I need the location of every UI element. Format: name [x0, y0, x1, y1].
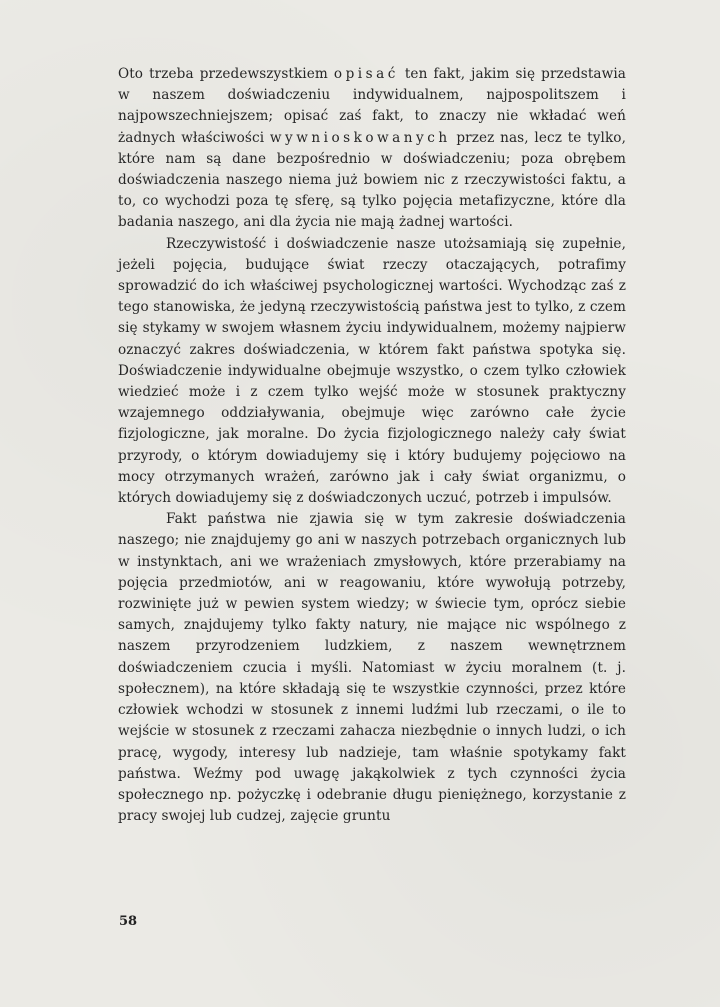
emphasized-word-opisac: opisać [333, 66, 399, 82]
paragraph-3-segment-1: Fakt państwa nie zjawia się w tym zakresie doświadczenia naszego; nie znajdujemy go ani w naszych potrzebach organicznych lub w instynktach, ani we wrażeniach zmysłowych, które przerabiamy na pojęcia przedmiotów, ani w reagowaniu, które wywołują potrzeby, rozwinięte już w pewien system wiedzy; w świecie tym, oprócz siebie samych, znajdujemy tylko fakty natury, nie mające nic wspólnego z naszem przyrodzeniem ludzkiem, z naszem wewnętrznem doświadczeniem czucia i myśli. Natomiast w życiu moralnem (t. j. społecznem), na które składają się te wszystkie czynności, przez które człowiek wchodzi w stosunek z innemi ludźmi lub rzeczami, o ile to wejście w stosunek z rzeczami zahacza niezbędnie o innych ludzi, o ich pracę, wygody, interesy lub nadzieje, tam właśnie spotykamy fakt państwa. Weźmy pod uwagę jakąkolwiek z tych czynności życia społecznego np. pożyczkę i odebranie długu pieniężnego, korzystanie z pracy swojej lub cudzej, zajęcie gruntu [118, 511, 626, 825]
paragraph-1-segment-1: Oto trzeba przedewszystkiem [118, 66, 334, 82]
page-number: 58 [119, 914, 138, 929]
body-text [118, 64, 626, 827]
emphasized-word-wywnioskowanych: wywnioskowanych [269, 129, 451, 146]
paragraph-1 [118, 64, 626, 234]
paragraph-1-segment-3: ten fakt, jakim się przedstawia w naszem doświadczeniu indywidualnem, najpospolitszem i najpowszechniejszem; opisać zaś fakt, to znaczy nie wkładać weń żadnych właściwości [118, 66, 626, 146]
paragraph-2-segment-1: Rzeczywistość i doświadczenie nasze utożsamiają się zupełnie, jeżeli pojęcia, budujące świat rzeczy otaczających, potrafimy sprowadzić do ich właściwej psychologicznej wartości. Wychodząc zaś z tego stanowiska, że jedyną rzeczywistością państwa jest to tylko, z czem się stykamy w swojem własnem życiu indywidualnem, możemy najpierw oznaczyć zakres doświadczenia, w którem fakt państwa spotyka się. Doświadczenie indywidualne obejmuje wszystko, o czem tylko człowiek wiedzieć może i z czem tylko wejść może w stosunek praktyczny wzajemnego oddziaływania, obejmuje więc zarówno całe życie fizjologiczne, jak moralne. Do życia fizjologicznego należy cały świat przyrody, o którym dowiadujemy się i który budujemy pojęciowo na mocy otrzymanych wrażeń, zarówno jak i cały świat organizmu, o których dowiadujemy się z doświadczonych uczuć, potrzeb i impulsów. [118, 235, 626, 507]
paragraph-1-segment-5: przez nas, lecz te tylko, które nam są dane bezpośrednio w doświadczeniu; poza obrębem doświadczenia naszego niema już bowiem nic z rzeczywistości faktu, a to, co wychodzi poza tę sferę, są tylko pojęcia metafizyczne, które dla badania naszego, ani dla życia nie mają żadnej wartości. [118, 129, 626, 231]
paragraph-3 [118, 509, 626, 827]
paragraph-2 [118, 234, 626, 510]
